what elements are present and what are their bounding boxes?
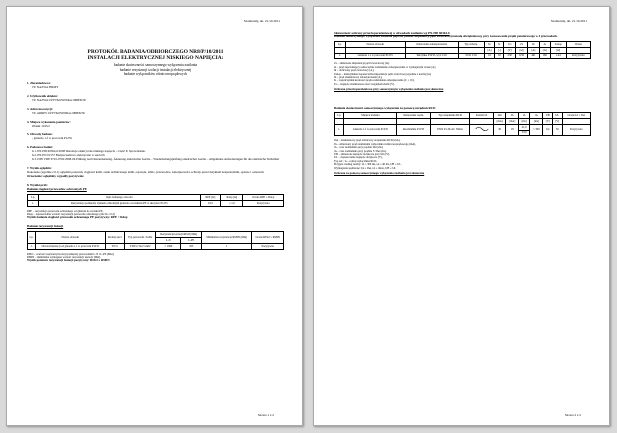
- iso-heading: Badanie rezystancji izolacji: [27, 224, 64, 229]
- section-user: 2. Użytkownik obiektu: TU NAZWA UŻYTKOWNIKA OBIEKTU: [27, 93, 87, 102]
- section-inspection: 7. Wynik oględzin: Dokonano (zgodnie z 6.1) oględzin połączeń, ciągłości kabli, stanu technicznego kabli, osprzętu, tablic, przewodów, zabezpieczeń i ochrony przed dotykiem bezpośrednim, opisów i oznaczeń. Orzeczenie: oględziny wypadły pozytywnie: [27, 166, 265, 179]
- section-client: 1. Zleceniodawca: TU NAZWA FIRMY: [27, 80, 59, 89]
- document-page-1: [6, 6, 303, 426]
- table-row: 1. Gniazdo 1-f w pracowni P1235 Rozdzielnia P1235 P302 25-30-AC 30mA 30 18 21,0 < 300 0,4 50 Pozytywna: [335, 124, 591, 130]
- section-tests: 8. Wyniki prób: Badanie ciągłości przewodów ochronnych PE Lp. Opis badanego obwodu RPE [Ω] Rdop [Ω] Ocena RPE ≤ Rdop 1. Rezystancja pomiędzy stykiem ochronnym gniazda a zaciskiem PE w skrzynce P1235 0,01 ≤ 1,0 Pozytywna RPE – rezystancja przewodu ochronnego od gniazda do zacisku PE, Rdop – dopuszczalna wartość rezystancji przewodu ochronnego (dla: Ik ≥ 0,2) Wynik badania ciągłości przewodu ochronnego PE pozytywny: RPE < Rdop Badanie rezystancji izolacji Lp. Nazwa obwodu Rodzaj sieci Typ przewodu / kabla Rezystancja izolacji RISO [MΩ] Minimalna rezystancja RMIN [MΩ] Ocena RISO ≥ RMIN L-N L-PE 1. Obwód instalacji od gniazda 1-f w pracowni P1235 TN-S YDY-ž 3x2,5 mm² > 1999 765 1 Pozytywna RISO – wartość rezystancji izolacji pomiędzy przewodami L-N i L-PE [MΩ], RMIN – minimalna wymagana wartość rezystancji izolacji [MΩ]. Wynik pomiaru rezystancji izolacji pozytywny: RISO ≥ RMIN: [27, 184, 284, 263]
- document-page-2: [313, 6, 610, 426]
- section-address: 3. Adres inwestycji: TU ADRES UŻYTKOWNIKA OBIEKTU: [27, 106, 86, 115]
- protocol-subtitle: badanie skuteczności samoczynnego wyłączenia zasilania badanie rezystancji izolacji instalacji elektrycznej badanie wyłączników różnicowoprądowych: [113, 63, 198, 77]
- pe-heading: Badanie ciągłości przewodów ochronnych PE: [27, 187, 87, 192]
- sine-wave-icon: [470, 124, 494, 136]
- iso-result: Wynik pomiaru rezystancji izolacji pozytywny: RISO ≥ RMIN: [27, 258, 110, 263]
- pe-result: Wynik badania ciągłości przewodu ochronnego PE pozytywny: RPE < Rdop: [27, 215, 128, 220]
- date: Szamotuły, dn. 21.10.2011: [243, 19, 280, 23]
- swz-legend: Zs – zmierzona impedancja pętli zwarciowej [Ω], Ia – prąd zapewniający samoczynne zadziałanie zabezpieczenia w wymaganym czasie [A], Ik – obliczony prąd zwarciowy [A], Zsdop – maksymalna dopuszczalna impedancja pętli zwarciowej zgodnie z normą [Ω], In – prąd znamionowy zabezpieczenia [A], K – współczynnik krotności prądu zadziałania zabezpieczenia (C = 10), Uo – napięcie znamionowe sieci względem ziemi [V].: [334, 62, 436, 86]
- iso-legend: RISO – wartość rezystancji izolacji pomiędzy przewodami L-N i L-PE [MΩ], RMIN – minimalna wymagana wartość rezystancji izolacji [MΩ].: [27, 252, 115, 260]
- swz-heading: Skuteczność ochrony przeciwporażeniowej w obwodach zasilania wg PN-HD 60364-6: [334, 31, 450, 35]
- table-row: 1. Rezystancja pomiędzy stykiem ochronnym gniazda a zaciskiem PE w skrzynce P1235 0,01 ≤ 1,0 Pozytywna: [28, 200, 284, 206]
- rcd-result: Ochrona za pomocą samoczynnego wyłączenia zasilania jest skuteczna: [334, 171, 425, 176]
- swz-result: Ochrona przeciwporażeniowa przy samoczynnym wyłączeniu zasilania jest skuteczna: [334, 87, 444, 92]
- rcd-note: Wymagania spełnione: IΔ ≤ IΔn, tΔ ≤ tmax, UB ≤ UL: [334, 165, 397, 170]
- page-number: Strona 1 z 2: [257, 413, 274, 417]
- date: Szamotuły, dn. 21.10.2011: [550, 19, 587, 23]
- loop-impedance-table: Lp. Nazwa obwodu Oznaczenie zabezpieczenia Typ zabezp. In K Uo Zs Ik Ia Zsdop Ocena [A] [-] [V] [Ω] [A] [A] [Ω] 1. Gniazdo 1-f w pracowni P1235 Skrzynka P1235, wył. C16 S191 C16 16 10 230 0,50 461 160 1,44 Pozytywna: [334, 41, 591, 59]
- pe-legend: RPE – rezystancja przewodu ochronnego od gniazda do zacisku PE, Rdop – dopuszczalna wartość rezystancji przewodu ochronnego (dla: Ik ≥ 0,2): [27, 209, 115, 216]
- section-standards: 6. Podstawa badań: 6.1. PN-HD 60364-6:2008 Instalacje elektryczne niskiego napięcia - Część 6: Sprawdzanie. 6.2. PN-EN 61557 Bezpieczeństwo elektryczne w sieciach 6.3. DIN VDE 0701-0702:2008-06 Prüfung nach Instandsetzung, Änderung elektrischer Geräte – Wiederholungsprüfung elektrischer Geräte – Allgemeine Anforderungen für die elektrische Sicherheit: [27, 145, 280, 162]
- page-content: [27, 27, 284, 263]
- table-row: 1. Obwód instalacji od gniazda 1-f w pracowni P1235 TN-S YDY-ž 3x2,5 mm² > 1999 765 1 Pozytywna: [28, 243, 284, 249]
- pe-continuity-table: Lp. Opis badanego obwodu RPE [Ω] Rdop [Ω] Ocena RPE ≤ Rdop 1. Rezystancja pomiędzy stykiem ochronnym gniazda a zaciskiem PE w skrzynce P1235 0,01 ≤ 1,0 Pozytywna: [27, 194, 284, 207]
- section-circuits: 5. Obwody badane: - gniazdo 1-f w pracowni P1235: [27, 132, 72, 141]
- table-row: 33,0: [335, 130, 591, 136]
- swz-intro: Badanie samoczynnego wyłączenia zasilania poprzez pomiar impedancji pętli zwarciowej metodą obciążeniowej, przy zastosowaniu prądu pomiarowego w 4 przewodach.: [334, 34, 558, 39]
- table-row: 1. Gniazdo 1-f w pracowni P1235 Skrzynka P1235, wył. C16 S191 C16 16 10 230 0,50 461 160 1,44 Pozytywna: [335, 53, 591, 59]
- insulation-table: Lp. Nazwa obwodu Rodzaj sieci Typ przewodu / kabla Rezystancja izolacji RISO [MΩ] Minimalna rezystancja RMIN [MΩ] Ocena RISO ≥ RMIN L-N L-PE 1. Obwód instalacji od gniazda 1-f w pracowni P1235 TN-S YDY-ž 3x2,5 mm² > 1999 765 1 Pozytywna: [27, 231, 284, 249]
- rcd-table: Lp. Miejsce badania Oznaczenie rozdz. Typ urządzenia RCD Kształt IΔ IΔn IΔ tΔ tA UB UL Ocena IΔ ≤ IΔn [mA] [mA] [ms] [ms] [V] [V] 1. Gniazdo 1-f w pracowni P1235 Rozdzielnia P1235 P302 25-30-AC 30mA 30 18 21,0 < 300 0,4 50 Pozytywna 33,0: [334, 112, 591, 136]
- page-number: Strona 2 z 2: [564, 413, 581, 417]
- page-content: [334, 27, 591, 176]
- rcd-legend: IΔn – znamionowy prąd różnicowy urządzenia RCD [mA], IΔ – zmierzony prąd zadziałania wyłącznika różnicowoprądowego [mA], tΔ – czas zadziałania przy prądzie IΔn [ms], tA – czas zadziałania przy prądzie 5×IΔn [ms], UB – zmierzone napięcie dotykowe przy IΔn [V], UL – dopuszczalne napięcie dotykowe [V], Typ AC / A – rodzaj wyłącznika RCD, Przyjęto według normy: tΔ ≤ 300 ms, tA ≤ 40 ms, UB ≤ UL.: [334, 139, 416, 167]
- rcd-heading: Badanie skuteczności samoczynnego wyłączenia za pomocą urządzeń RCD: [334, 106, 436, 111]
- section-location: 4. Miejsce wykonania pomiarów: Obiekt 1245/2: [27, 119, 71, 128]
- protocol-title: PROTOKÓŁ BADANIA/ODBIORCZEGO NR8/P/10/2011 INSTALACJI ELEKTRYCZNEJ NISKIEGO NAPIĘCIA:: [87, 49, 224, 62]
